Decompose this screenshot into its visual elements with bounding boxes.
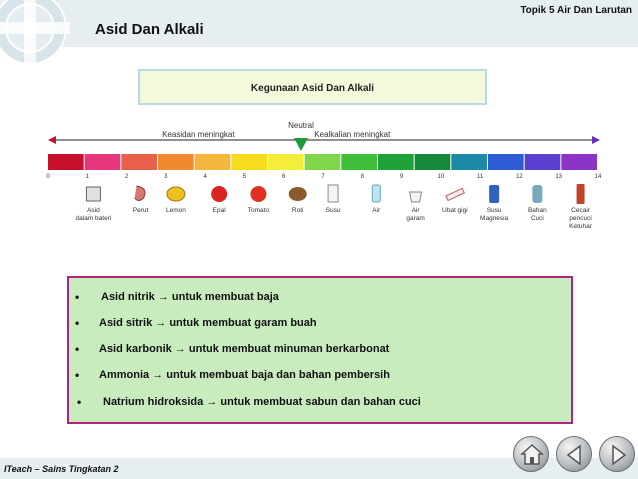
ph-segment-4	[195, 154, 231, 170]
home-icon	[514, 437, 550, 473]
arrow-icon: →	[171, 343, 189, 355]
substance-name: Asid sitrik	[99, 317, 153, 329]
ph-item-label-9: Ubat gigi	[442, 207, 468, 214]
list-item	[69, 288, 569, 306]
bread-icon	[289, 187, 307, 201]
next-button[interactable]	[599, 436, 635, 472]
footer-text: ITeach – Sains Tingkatan 2	[4, 464, 119, 474]
ph-number-8: 8	[360, 174, 364, 180]
ph-segment-2	[121, 154, 157, 170]
bullet-dot: •	[75, 316, 80, 330]
substance-use: untuk membuat baja dan bahan pembersih	[166, 369, 390, 381]
ph-number-6: 6	[282, 174, 286, 180]
lemon-icon	[167, 187, 185, 201]
neutral-marker	[294, 138, 308, 151]
ph-item-label-12-0: Cecair	[571, 207, 590, 214]
subtitle-box	[138, 69, 487, 105]
ph-number-13: 13	[555, 174, 563, 180]
bullet-dot: •	[75, 368, 80, 382]
substance-use: untuk membuat garam buah	[169, 317, 317, 329]
ph-item-label-0-1: dalam bateri	[75, 215, 112, 222]
list-item-text	[99, 317, 317, 329]
milk-icon	[328, 185, 338, 202]
ph-item-label-10-0: Susu	[486, 207, 502, 214]
ph-item-label-11-0: Bahan	[527, 207, 547, 214]
ph-number-5: 5	[242, 174, 247, 180]
tomato-icon	[250, 186, 266, 202]
ph-number-1: 1	[85, 174, 89, 180]
logo-icon	[0, 0, 100, 95]
stomach-icon	[135, 186, 145, 201]
ph-segment-8	[341, 154, 377, 170]
prev-button[interactable]	[556, 436, 592, 472]
ph-item-label-4: Tomato	[247, 207, 270, 214]
list-item	[69, 314, 569, 332]
alkali-arrowhead	[592, 136, 600, 144]
apple-icon	[211, 186, 227, 202]
ph-number-11: 11	[477, 174, 484, 180]
ph-segment-12	[488, 154, 524, 170]
ph-item-label-0-0: Asid	[87, 207, 100, 214]
ph-number-4: 4	[203, 174, 207, 180]
triangle-right-icon	[600, 437, 636, 473]
ph-item-label-12-1: pencuci	[569, 215, 592, 222]
ph-item-label-6: Susu	[325, 207, 341, 214]
home-button[interactable]	[513, 436, 549, 472]
ph-item-label-7: Air	[372, 207, 381, 214]
ph-item-label-3: Epal	[212, 207, 226, 214]
uses-list-box	[67, 276, 573, 424]
substance-use: untuk membuat sabun dan bahan cuci	[220, 396, 421, 408]
alkali-direction-label: Kealkalian meningkat	[314, 130, 391, 139]
ph-number-9: 9	[399, 174, 404, 180]
acid-direction-label: Keasidan meningkat	[162, 130, 235, 139]
bullet-dot: •	[75, 342, 80, 356]
list-item-text	[99, 369, 390, 381]
ph-item-label-8-0: Air	[411, 207, 420, 214]
substance-name: Asid karbonik	[99, 343, 172, 355]
arrow-icon: →	[154, 291, 172, 303]
ph-number-7: 7	[321, 174, 325, 180]
list-item-text	[101, 291, 279, 303]
ph-number-0: 0	[46, 174, 50, 180]
ph-item-label-12-2: Ketuhar	[569, 223, 592, 230]
list-item-text	[103, 396, 421, 408]
arrow-icon: →	[152, 317, 170, 329]
ph-segment-13	[525, 154, 561, 170]
oven-cleaner-icon	[577, 184, 585, 204]
ph-segment-6	[268, 154, 304, 170]
ph-segment-14	[561, 154, 597, 170]
ph-segment-9	[378, 154, 414, 170]
ph-number-2: 2	[124, 174, 129, 180]
ph-item-label-10-1: Magnesia	[480, 215, 509, 222]
acid-arrowhead	[48, 136, 56, 144]
ph-segment-10	[415, 154, 451, 170]
list-item	[69, 340, 569, 358]
bullet-dot: •	[75, 290, 80, 304]
bullet-dot: •	[77, 395, 82, 409]
battery-icon	[86, 187, 100, 201]
ph-scale-figure	[40, 118, 610, 240]
slide-title: Asid Dan Alkali	[95, 21, 204, 38]
ph-item-label-2: Lemon	[165, 207, 186, 214]
ph-segment-3	[158, 154, 194, 170]
ph-scale-svg	[40, 118, 610, 240]
ph-segment-1	[85, 154, 121, 170]
salt-water-icon	[410, 192, 422, 202]
ph-number-14: 14	[594, 174, 602, 180]
ph-segment-7	[305, 154, 341, 170]
substance-name: Ammonia	[99, 369, 150, 381]
arrow-icon: →	[149, 369, 167, 381]
list-item	[69, 393, 569, 411]
ph-segment-5	[231, 154, 267, 170]
ph-number-12: 12	[516, 174, 523, 180]
detergent-icon	[532, 185, 542, 203]
substance-use: untuk membuat minuman berkarbonat	[188, 343, 390, 355]
ph-item-label-11-1: Cuci	[530, 215, 544, 222]
ph-segment-11	[451, 154, 487, 170]
subtitle-text: Kegunaan Asid Dan Alkali	[250, 83, 375, 94]
list-item	[69, 366, 569, 384]
water-icon	[372, 185, 380, 202]
ph-number-10: 10	[437, 174, 445, 180]
triangle-left-icon	[557, 437, 593, 473]
ph-item-label-5: Roti	[291, 207, 304, 214]
substance-name: Natrium hidroksida	[103, 396, 204, 408]
substance-use: untuk membuat baja	[171, 291, 279, 303]
magnesia-bottle-icon	[489, 185, 499, 203]
topic-title: Topik 5 Air Dan Larutan	[520, 5, 632, 16]
neutral-label: Neutral	[288, 121, 314, 130]
ph-segment-0	[48, 154, 84, 170]
toothpaste-icon	[446, 188, 464, 200]
ph-item-label-8-1: garam	[406, 215, 425, 222]
list-item-text	[99, 343, 389, 355]
arrow-icon: →	[203, 396, 221, 408]
substance-name: Asid nitrik	[101, 291, 155, 303]
ph-number-3: 3	[164, 174, 168, 180]
ph-item-label-1: Perut	[132, 207, 149, 214]
